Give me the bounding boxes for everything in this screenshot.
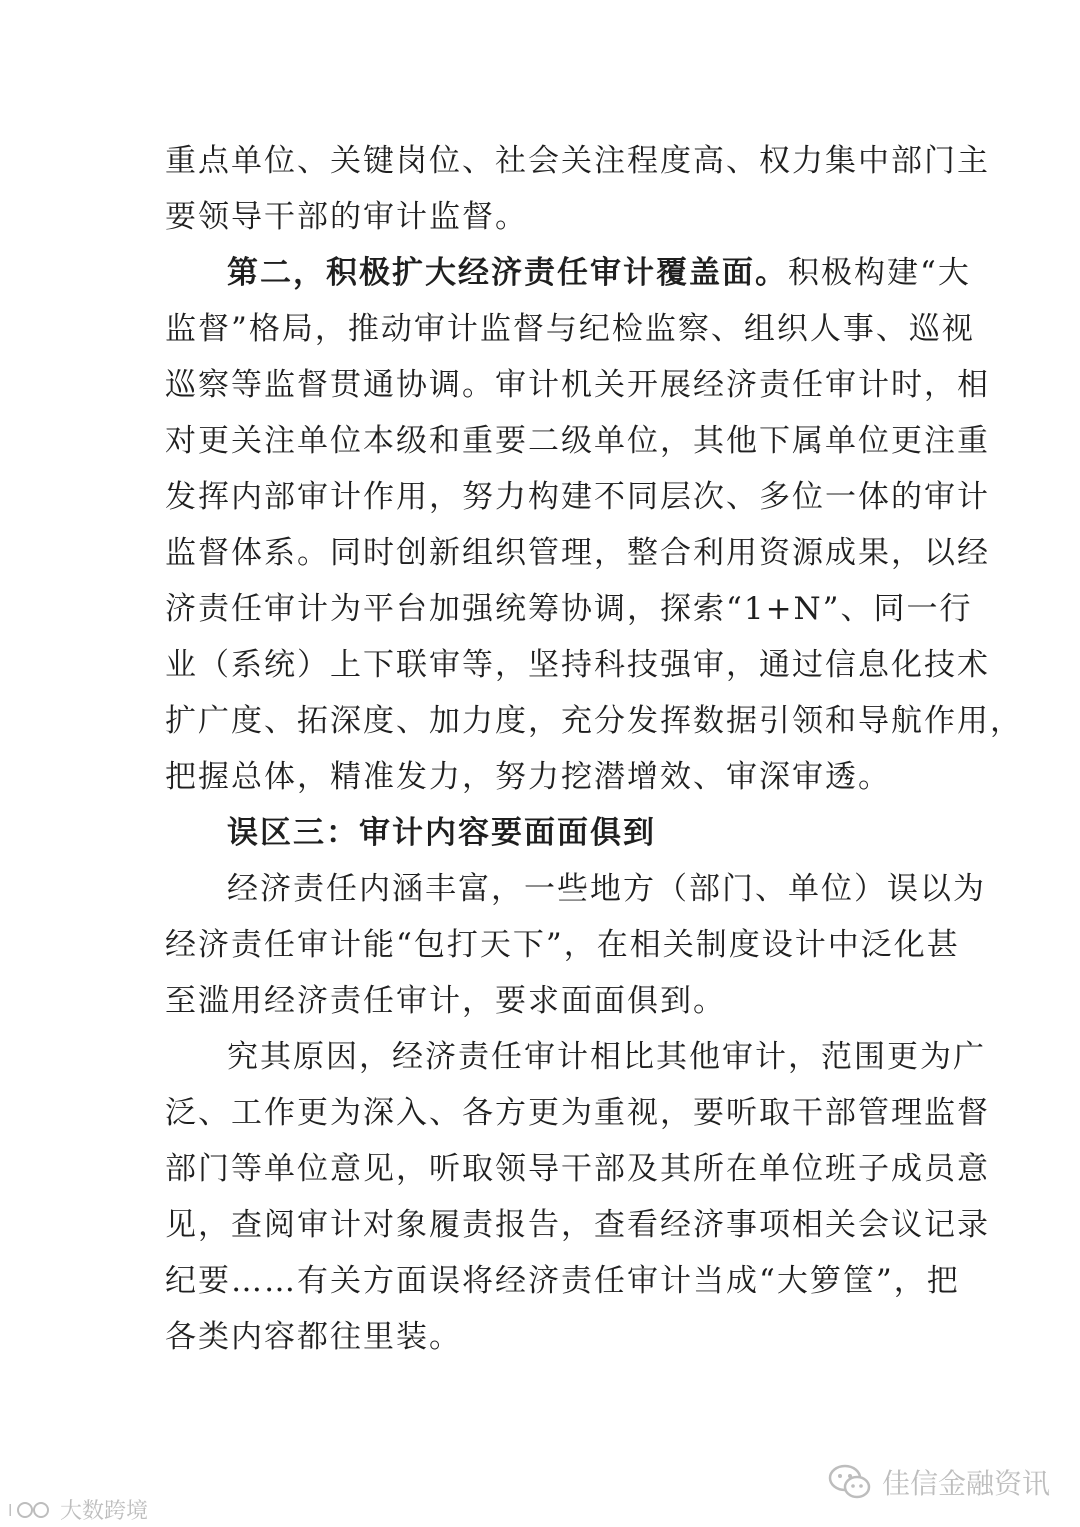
line-text: 积极构建“大 xyxy=(788,255,971,291)
line-text: 监督”格局，推动审计监督与纪检监察、组织人事、巡视 xyxy=(165,311,975,347)
paragraph-line xyxy=(165,245,971,301)
paragraph-line xyxy=(165,917,960,973)
line-text: 监督体系。同时创新组织管理，整合利用资源成果，以经 xyxy=(165,535,990,571)
line-text: 发挥内部审计作用，努力构建不同层次、多位一体的审计 xyxy=(165,479,990,515)
line-text: 泛、工作更为深入、各方更为重视，要听取干部管理监督 xyxy=(165,1095,990,1131)
line-text: 部门等单位意见，听取领导干部及其所在单位班子成员意 xyxy=(165,1151,990,1187)
wechat-watermark xyxy=(828,1462,1050,1502)
logo-icon xyxy=(8,1499,54,1521)
line-text: 济责任审计为平台加强统筹协调，探索“1+N”、同一行 xyxy=(165,591,973,627)
paragraph-line xyxy=(165,637,990,693)
wechat-icon xyxy=(828,1464,872,1500)
line-text: 要领导干部的审计监督。 xyxy=(165,199,528,235)
line-text: 扩广度、拓深度、加力度，充分发挥数据引领和导航作用， xyxy=(165,703,1023,739)
paragraph-line xyxy=(165,1309,915,1365)
line-text: 巡察等监督贯通协调。审计机关开展经济责任审计时，相 xyxy=(165,367,990,403)
paragraph-line xyxy=(165,861,986,917)
watermark-label: 佳信金融资讯 xyxy=(881,1467,1050,1500)
paragraph-line xyxy=(165,1029,986,1085)
line-text: 见，查阅审计对象履责报告，查看经济事项相关会议记录 xyxy=(165,1207,990,1243)
line-text: 重点单位、关键岗位、社会关注程度高、权力集中部门主 xyxy=(165,143,990,179)
line-text: 至滥用经济责任审计，要求面面俱到。 xyxy=(165,983,726,1019)
section-heading: 第二，积极扩大经济责任审计覆盖面。 xyxy=(227,255,788,291)
line-text: 对更关注单位本级和重要二级单位，其他下属单位更注重 xyxy=(165,423,990,459)
paragraph-line xyxy=(165,413,990,469)
paragraph-line xyxy=(165,749,915,805)
watermark-label: 大数跨境 xyxy=(60,1499,149,1524)
paragraph-line xyxy=(165,1197,990,1253)
paragraph-line xyxy=(165,357,990,413)
paragraph-line xyxy=(165,133,990,189)
line-text: 纪要……有关方面误将经济责任审计当成“大箩筐”，把 xyxy=(165,1263,960,1299)
paragraph-line xyxy=(165,189,915,245)
section-heading: 误区三：审计内容要面面俱到 xyxy=(227,815,656,851)
paragraph-line xyxy=(165,805,915,861)
paragraph-line xyxy=(165,581,973,637)
line-text: 业（系统）上下联审等，坚持科技强审，通过信息化技术 xyxy=(165,647,990,683)
line-text: 把握总体，精准发力，努力挖潜增效、审深审透。 xyxy=(165,759,891,795)
paragraph-line xyxy=(165,469,990,525)
line-text: 经济责任内涵丰富，一些地方（部门、单位）误以为 xyxy=(227,871,986,907)
body-text xyxy=(165,133,1023,1365)
paragraph-line xyxy=(165,301,975,357)
paragraph-line xyxy=(165,525,990,581)
line-text: 各类内容都往里装。 xyxy=(165,1319,462,1355)
line-text: 究其原因，经济责任审计相比其他审计，范围更为广 xyxy=(227,1039,986,1075)
paragraph-line xyxy=(165,1085,990,1141)
paragraph-line xyxy=(165,1253,960,1309)
paragraph-line xyxy=(165,693,1023,749)
paragraph-line xyxy=(165,1141,990,1197)
line-text: 经济责任审计能“包打天下”，在相关制度设计中泛化甚 xyxy=(165,927,960,963)
brand-watermark xyxy=(8,1494,148,1525)
svg-text:l: l xyxy=(8,1500,13,1520)
paragraph-line xyxy=(165,973,915,1029)
